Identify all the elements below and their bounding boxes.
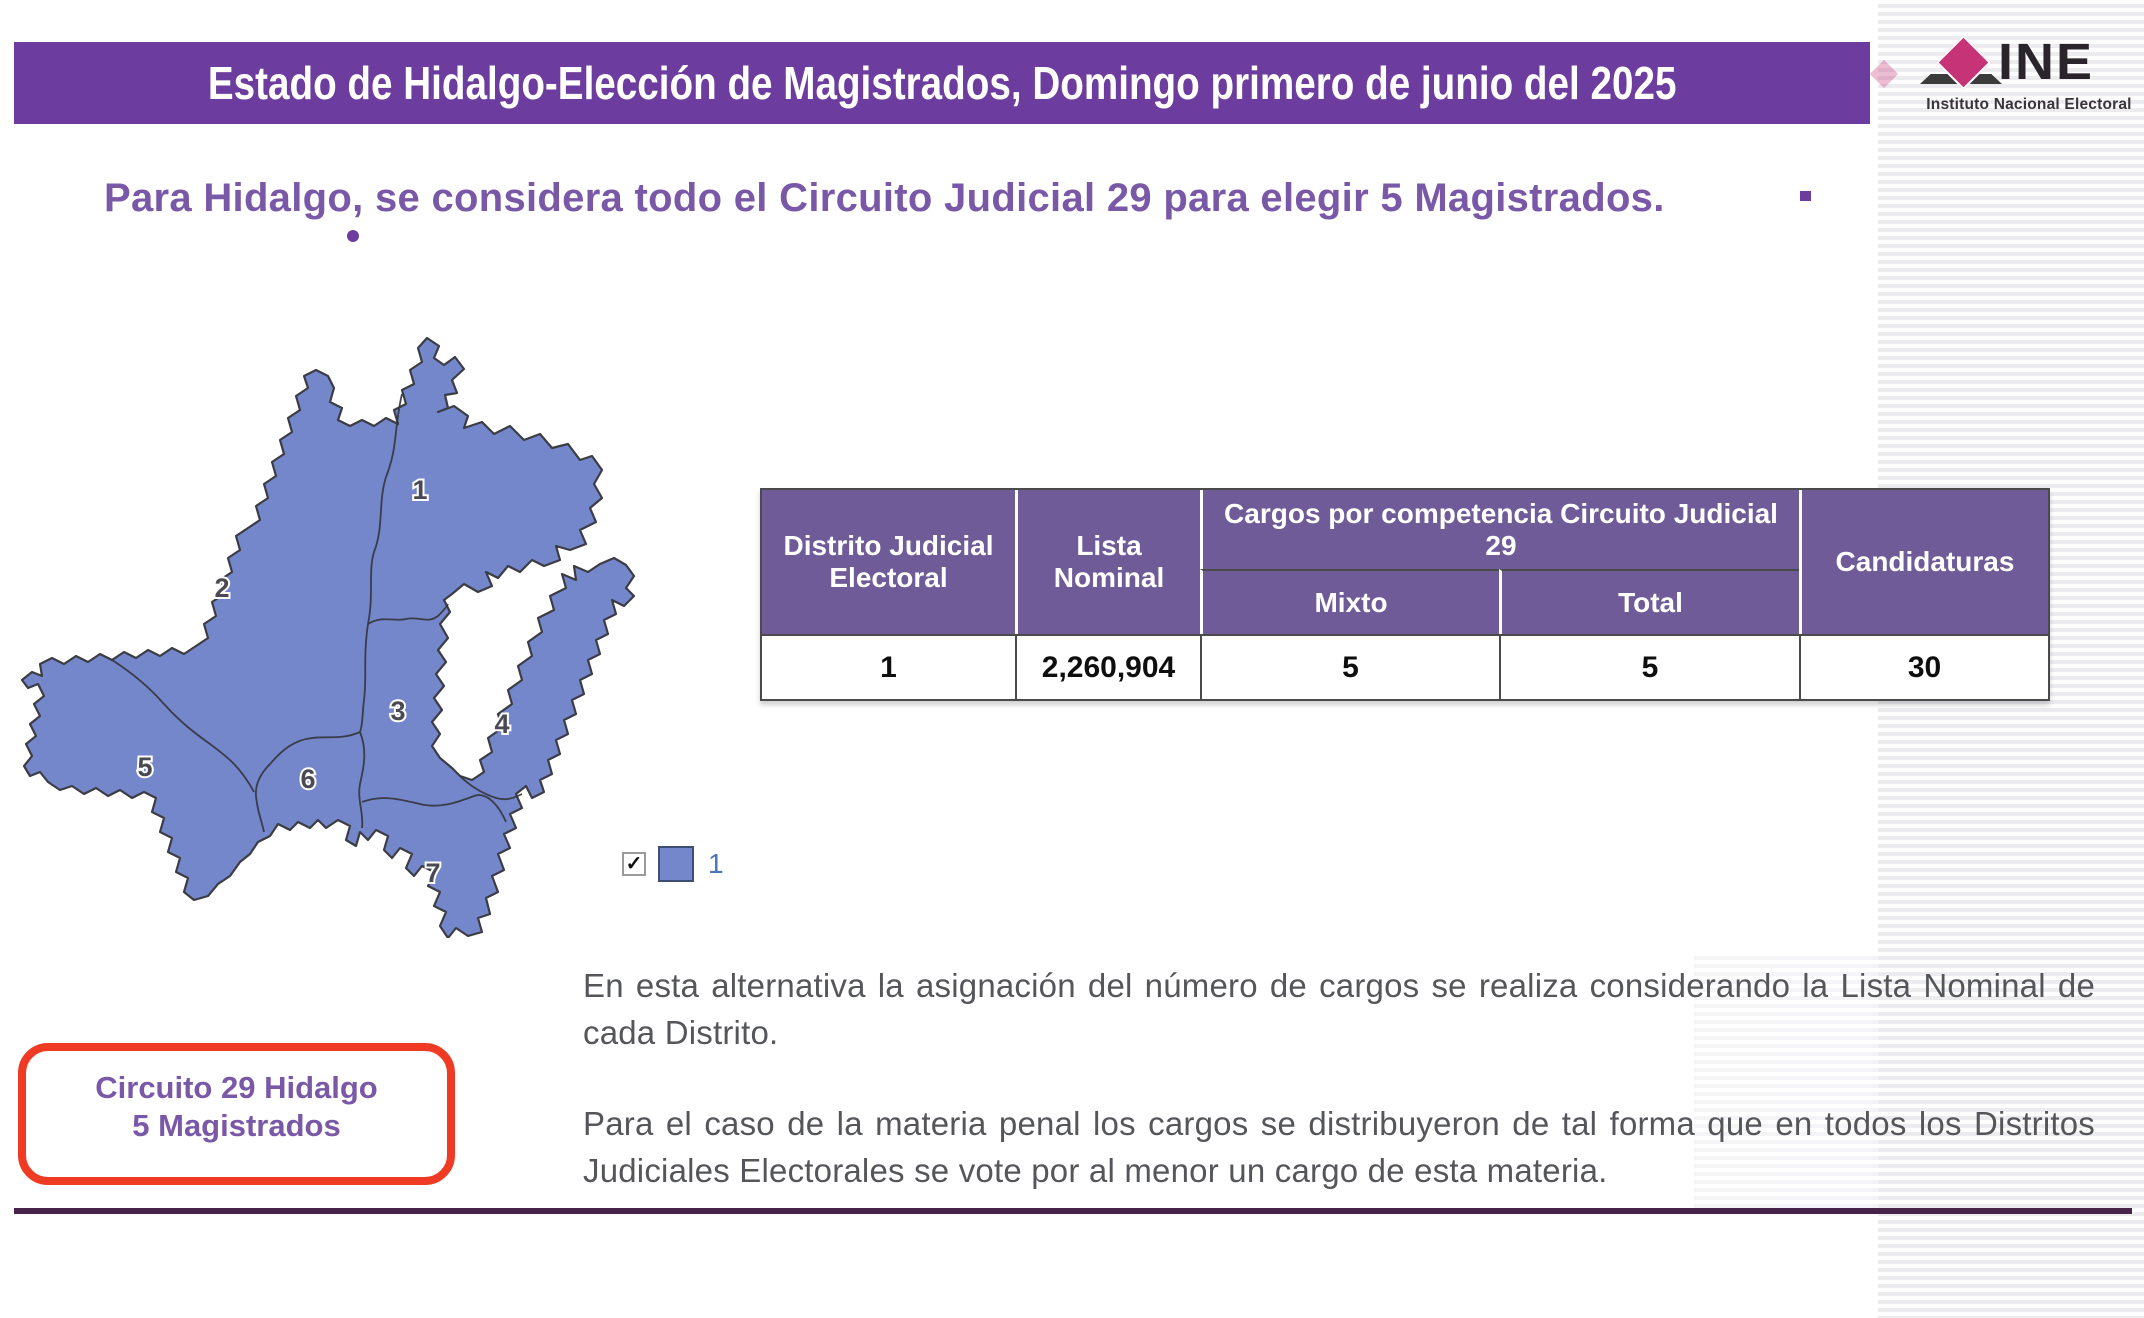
hidalgo-map [12, 332, 644, 938]
district-label-7: 7 [425, 858, 441, 888]
body-text [583, 962, 2095, 1194]
table-header-lista-nominal: Lista Nominal [1015, 490, 1200, 634]
table-cell-total: 5 [1499, 634, 1799, 699]
ine-logo [1880, 28, 2136, 116]
table-cell-mixto: 5 [1200, 634, 1499, 699]
ine-mini-diamond-icon [1870, 60, 1898, 88]
district-label-3: 3 [390, 696, 406, 726]
table-header-mixto: Mixto [1200, 569, 1499, 634]
table-header-total: Total [1499, 569, 1799, 634]
district-label-6: 6 [300, 764, 316, 794]
table-cell-lista-nominal: 2,260,904 [1015, 634, 1200, 699]
legend-label: 1 [708, 848, 724, 879]
table-header-cargos-group: Cargos por competencia Circuito Judicial 29 [1200, 490, 1799, 569]
district-label-5: 5 [137, 752, 153, 782]
legend-checkbox[interactable] [622, 852, 646, 876]
map-legend [622, 846, 724, 882]
hidalgo-map-region[interactable] [22, 338, 634, 938]
ine-logo-subtitle: Instituto Nacional Electoral [1926, 96, 2132, 113]
callout-line1: Circuito 29 Hidalgo [95, 1070, 378, 1105]
district-label-1: 1 [412, 475, 428, 505]
page-subtitle: Para Hidalgo, se considera todo el Circuito Judicial 29 para elegir 5 Magistrados. [104, 176, 1665, 220]
table-cell-candidaturas: 30 [1799, 634, 2048, 699]
purple-square-artifact [1800, 191, 1811, 201]
paragraph-1: En esta alternativa la asignación del número de cargos se realiza considerando la Lista Nominal de cada Distrito. [583, 967, 2095, 1051]
cargos-table [760, 488, 2050, 701]
callout-line2: 5 Magistrados [132, 1108, 341, 1143]
paragraph-2: Para el caso de la materia penal los cargos se distribuyeron de tal forma que en todos los Distritos Judiciales Electorales se vote por al menor un cargo de esta materia. [583, 1105, 2095, 1189]
table-cell-distrito: 1 [762, 634, 1015, 699]
checkmark-icon: ✓ [625, 853, 643, 875]
district-label-2: 2 [214, 573, 230, 603]
header-bar [14, 42, 1870, 124]
purple-dot-artifact [347, 230, 359, 242]
bottom-rule [14, 1208, 2132, 1214]
legend-swatch [658, 846, 694, 882]
table-header-candidaturas: Candidaturas [1799, 490, 2048, 634]
ine-wordmark: INE [1998, 33, 2095, 91]
table-header-distrito: Distrito Judicial Electoral [762, 490, 1015, 634]
district-label-4: 4 [494, 709, 510, 739]
callout-box [18, 1043, 455, 1185]
slide-title: Estado de Hidalgo-Elección de Magistrados, Domingo primero de junio del 2025 [207, 57, 1677, 109]
